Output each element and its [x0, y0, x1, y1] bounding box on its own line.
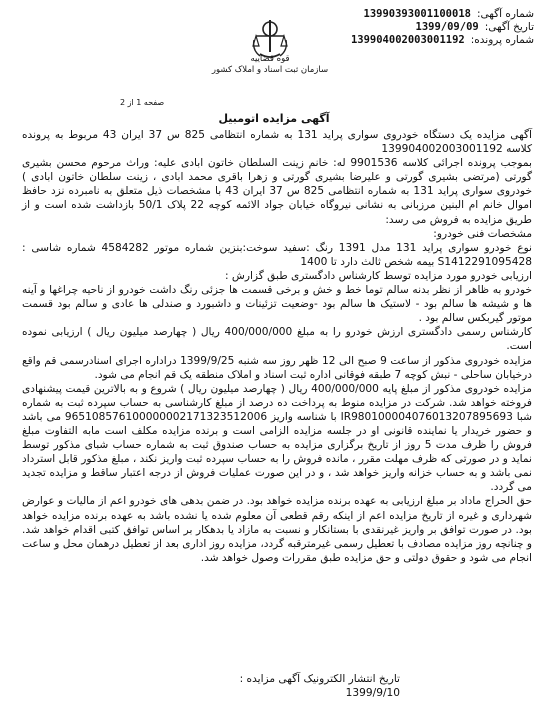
paragraph-auction-time: مزایده خودروی مذکور از ساعت 9 صبح الی 12 ظهر روز سه شنبه 1399/9/25 دراداره اجرای اسنادرسمی قم واقع درخیابان ساحلی - نبش کوچه 7 طبقه فوقانی اداره ثبت اسناد و املاک منطقه یک قم انجام می شود. — [22, 354, 532, 381]
notice-number-value: 13990393001100018 — [363, 8, 471, 20]
page-title: آگهی مزایده اتومبیل — [218, 112, 330, 125]
paragraph-auction-terms: مزایده خودروی مذکور از مبلغ پایه 400/000/000 ریال ( چهارصد میلیون ریال ) شروع و به بالاترین قیمت پیشنهادی فروخته خواهد شد. شرکت در مزایده منوط به پرداخت ده درصد از مبلغ کارشناسی به حساب سپرده ثبت به شماره شبا IR980100004076013207895693 با شناسه واریز 965108576100000002171323512006 می باشد و حضور خریدار یا نماینده قانونی او در جلسه مزایده الزامی است و برنده مزایده مکلف است مابه التفاوت مبلغ فروش را ظرف مدت 5 روز از تاریخ برگزاری مزایده به حساب صندوق ثبت به شماره حساب شبای مذکور توسط نماید و در صورتی که ظرف مهلت مقرر ، مانده فروش را به حساب سپرده ثبت واریز نکند ، مبلغ مذکور قابل استرداد نمی باشد و به حساب خزانه واریز خواهد شد ، و در این صورت عملیات فروش از درجه اعتبار ساقط و مزایده تجدید می گردد. — [22, 382, 533, 494]
file-number-value: 139904002003001192 — [350, 34, 465, 46]
paragraph-fees: حق الحراج ماداد بر مبلغ ارزیابی به عهده برنده مزایده خواهد بود. در ضمن بدهی های خودرو اعم از مالیات و عوارض شهرداری و غیره از تاریخ مزایده اعم از اینکه رقم قطعی آن معلوم شده یا نشده باشد به عهده برنده مزایده خواهد بود. در صورت توافق بر واریز غیرنقدی با بستانکار و نسبت به مازاد یا بدهکار بر اساس توافق کتبی اقدام خواهد شد. و چنانچه روز مزایده مصادف با تعطیل رسمی غیرمترقبه گردد، مزایده روز اداری بعد از تعطیل درهمان محل و ساعت انجام می شود و حقوق دولتی و حق مزایده طبق مقررات وصول خواهد شد. — [22, 495, 532, 564]
file-number-row — [284, 34, 534, 47]
notice-date-row — [284, 21, 534, 34]
page-indicator: صفحه 1 از 2 — [120, 98, 165, 107]
paragraph-specs-heading: مشخصات فنی خودرو: — [433, 227, 532, 240]
org-line-judiciary: قوه قضاییه — [250, 54, 290, 64]
publish-info — [200, 672, 400, 700]
paragraph-condition: خودرو به ظاهر از نظر بدنه سالم توما خط و خش و برخی قسمت ها جزئی رنگ داشت خودرو از ناحیه چراغها و آینه ها و شیشه ها سالم بود - لاستیک ها سالم بود -وضعیت تزئینات و داشبورد و صندلی ها عادی و سالم بود قسمت موتور گیربکس سالم بود . — [22, 284, 532, 325]
publish-label: تاریخ انتشار الکترونیک آگهی مزایده : — [239, 673, 400, 685]
paragraph-appraisal-heading: ارزیابی خودرو مورد مزایده توسط کارشناس دادگستری طبق گزارش : — [224, 269, 532, 282]
paragraph-intro: آگهی مزایده یک دستگاه خودروی سواری پراید 131 به شماره انتظامی 825 س 37 ایران 43 مربوط به پرونده کلاسه 139904002003001192 — [22, 129, 532, 156]
org-line-registry: سازمان ثبت اسناد و املاک کشور — [211, 65, 329, 75]
organization-name — [205, 54, 335, 76]
notice-date-label: تاریخ آگهی: — [484, 21, 534, 33]
notice-number-row — [284, 8, 534, 21]
notice-body — [22, 128, 532, 565]
publish-date: 1399/9/10 — [345, 687, 400, 699]
file-number-label: شماره پرونده: — [470, 34, 534, 46]
notice-metadata — [284, 8, 534, 47]
paragraph-case: بموجب پرونده اجرائی کلاسه 9901536 له: خانم زینت السلطان خاتون ابادی علیه: وراث مرحوم محسن بشیری گورتی (مرتضی بشیری گورتی و علیرضا بشیری گورتی و زهرا باقری محمد ابادی ، زینت سلطان خاتون ابادی ) خودروی سواری پراید 131 به شماره انتظامی 825 س 37 ایران 43 با مشخصات ذیل متعلق به نامبرده نزد حافظ اموال خانم ام البنین مرزبانی به نشانی نیروگاه خیابان جواد الائمه کوچه 22 پلاک 50/1 بازداشت شده است و از طریق مزایده به فروش می رسد: — [22, 157, 533, 226]
notice-date-value: 1399/09/09 — [415, 21, 479, 33]
paragraph-vehicle-specs: نوع خودرو سواری پراید 131 مدل 1391 رنگ :سفید سوخت:بنزین شماره موتور 4584282 شماره شاسی : S1412291095428 بیمه شخص ثالث دارد تا 1400 — [22, 241, 532, 268]
notice-number-label: شماره آگهی: — [476, 8, 534, 20]
paragraph-valuation: کارشناس رسمی دادگستری ارزش خودرو را به مبلغ 400/000/000 ریال ( چهارصد میلیون ریال ) ارزیابی نموده است. — [22, 326, 532, 353]
